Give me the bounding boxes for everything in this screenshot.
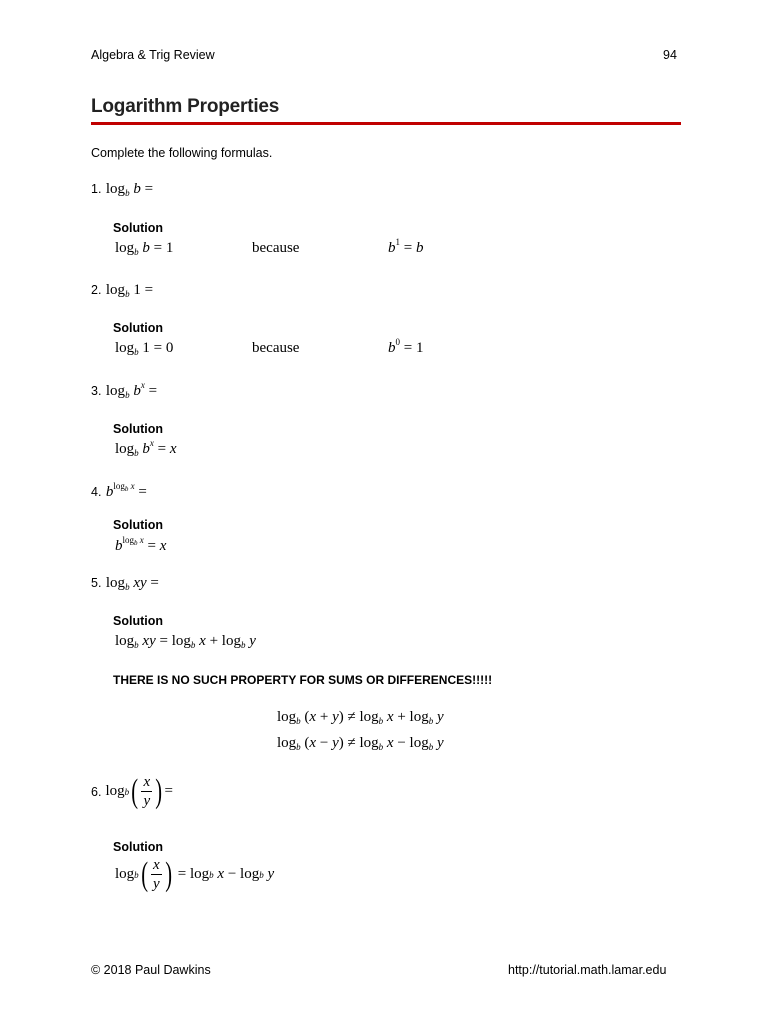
solution-5-formula: $\log_b$ xy = $\log_b x + \log_b y$ (115, 633, 256, 650)
difference-inequality: $\log_b (x - y) \ne \log_b x - \log_b y$ (277, 735, 444, 752)
solution-label: Solution (113, 614, 163, 628)
problem-3-formula: $\log_b b^x$ = (105, 380, 158, 400)
intro-text: Complete the following formulas. (91, 146, 273, 160)
solution-label: Solution (113, 321, 163, 335)
footer-url[interactable]: http://tutorial.math.lamar.edu (508, 963, 667, 977)
problem-4-formula: $b^{log_b x}$ = (105, 481, 147, 500)
sum-inequality: $\log_b (x + y) \ne \log_b x + \log_b y$ (277, 709, 444, 726)
problem-2-formula: $\log_b 1$ = (105, 282, 154, 299)
solution-1-formula: $\log_b b = 1$ (115, 240, 174, 257)
solution-3-formula: $\log_b b^x = x$ (115, 438, 177, 458)
page-number: 94 (663, 48, 677, 62)
problem-1-formula: $\log_b b$ = (105, 181, 154, 198)
solution-2-reason: $b^0 = 1$ (388, 337, 424, 356)
problem-4 (91, 483, 147, 501)
problem-3 (91, 382, 157, 400)
problem-6 (91, 773, 173, 810)
solution-label: Solution (113, 422, 163, 436)
because-label: because (252, 340, 300, 356)
solution-label: Solution (113, 840, 163, 854)
solution-6-formula: log b ( $\frac{x}{y}$ ) = log b x − log b y (115, 855, 275, 893)
solution-2-formula: $\log_b 1 = 0$ (115, 340, 174, 357)
problem-number: 3. (91, 384, 102, 398)
problem-1 (91, 180, 153, 198)
solution-4-formula: $b^{log_b x} = x$ (115, 535, 167, 554)
solution-1-reason: $b^1 = b$ (388, 237, 424, 256)
problem-2 (91, 281, 153, 299)
running-header-title: Algebra & Trig Review (91, 48, 215, 62)
problem-6-formula: log b ( $\frac{x}{y}$ ) = (105, 772, 173, 810)
footer-copyright: © 2018 Paul Dawkins (91, 963, 211, 977)
problem-5 (91, 574, 159, 592)
solution-label: Solution (113, 518, 163, 532)
problem-5-formula: $\log_b$ xy = (105, 575, 159, 592)
problem-number: 5. (91, 576, 102, 590)
problem-number: 1. (91, 182, 102, 196)
solution-label: Solution (113, 221, 163, 235)
problem-number: 2. (91, 283, 102, 297)
because-label: because (252, 240, 300, 256)
problem-number: 6. (91, 784, 102, 799)
warning-text: THERE IS NO SUCH PROPERTY FOR SUMS OR DIFFERENCES!!!!! (113, 673, 493, 687)
section-title: Logarithm Properties (91, 96, 280, 117)
problem-number: 4. (91, 485, 102, 499)
title-underline (91, 122, 681, 125)
